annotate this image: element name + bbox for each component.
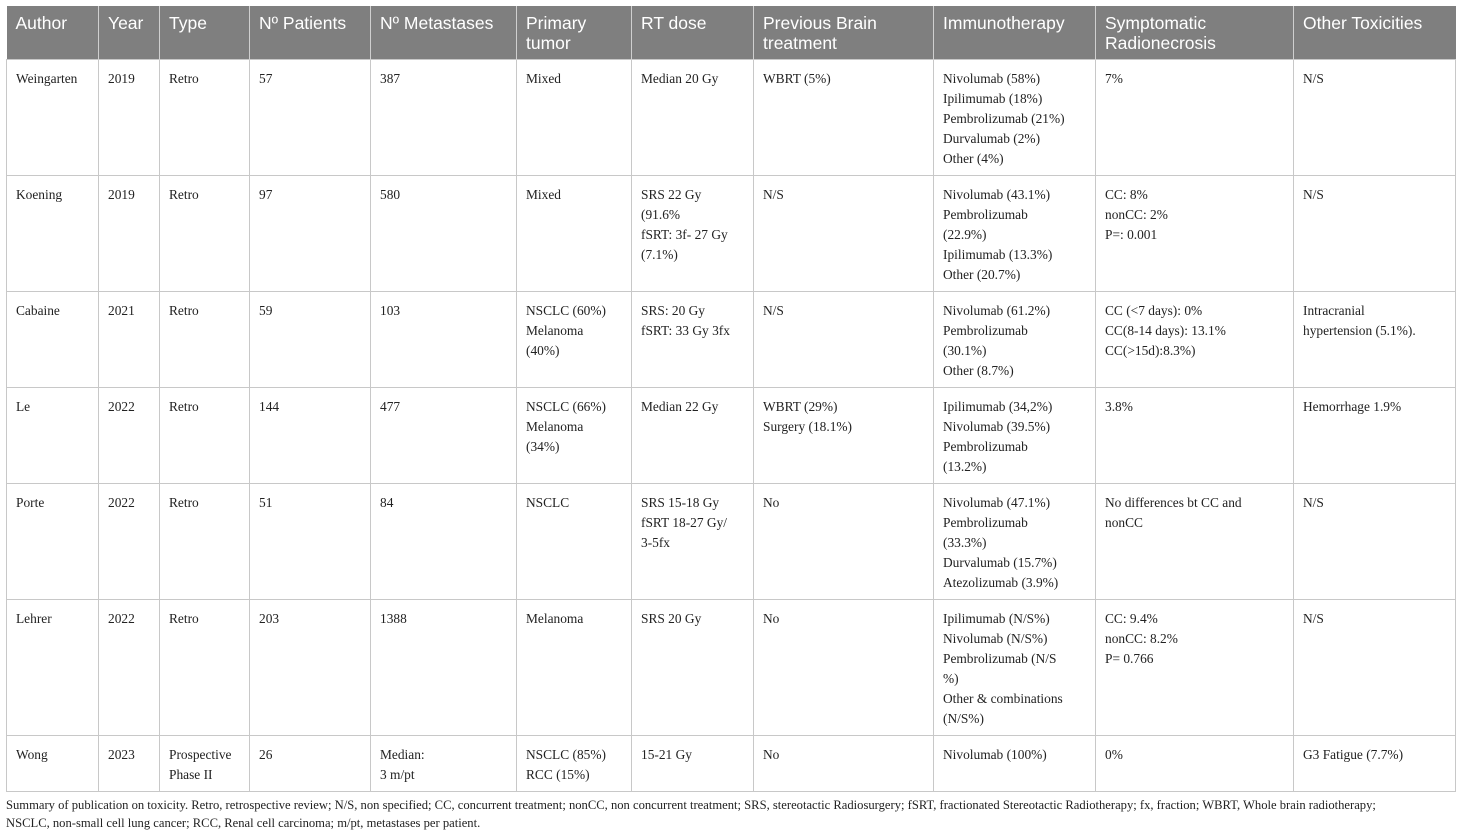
cell-metastases bbox=[371, 176, 517, 292]
cell-symptomatic-radionecrosis bbox=[1096, 736, 1294, 792]
cell-line: 2019 bbox=[108, 71, 135, 86]
cell-line: P= 0.766 bbox=[1105, 651, 1154, 666]
cell-previous-brain-treatment bbox=[754, 176, 934, 292]
cell-line: Phase II bbox=[169, 767, 213, 782]
cell-line: Median 22 Gy bbox=[641, 399, 719, 414]
cell-line: Retro bbox=[169, 399, 199, 414]
toxicity-table-container bbox=[6, 6, 1455, 832]
cell-patients bbox=[250, 176, 371, 292]
cell-line: SRS: 20 Gy bbox=[641, 303, 705, 318]
cell-line: fSRT 18-27 Gy/ bbox=[641, 515, 727, 530]
table-row bbox=[7, 60, 1456, 176]
cell-line: Nivolumab (47.1%) bbox=[943, 495, 1051, 510]
cell-previous-brain-treatment bbox=[754, 388, 934, 484]
table-row bbox=[7, 176, 1456, 292]
cell-patients bbox=[250, 388, 371, 484]
cell-line: WBRT (29%) bbox=[763, 399, 838, 414]
cell-immunotherapy bbox=[934, 484, 1096, 600]
cell-other-toxicities bbox=[1294, 484, 1456, 600]
cell-primary-tumor bbox=[517, 292, 632, 388]
cell-line: Retro bbox=[169, 495, 199, 510]
cell-immunotherapy bbox=[934, 60, 1096, 176]
cell-previous-brain-treatment bbox=[754, 736, 934, 792]
cell-year bbox=[99, 60, 160, 176]
cell-line: (7.1%) bbox=[641, 247, 678, 262]
cell-line: SRS 15-18 Gy bbox=[641, 495, 720, 510]
cell-line: 3.8% bbox=[1105, 399, 1133, 414]
cell-previous-brain-treatment bbox=[754, 60, 934, 176]
cell-line: N/S bbox=[763, 303, 784, 318]
cell-line: WBRT (5%) bbox=[763, 71, 831, 86]
cell-type bbox=[160, 736, 250, 792]
cell-rt-dose bbox=[632, 292, 754, 388]
cell-line: Pembrolizumab bbox=[943, 207, 1028, 222]
cell-symptomatic-radionecrosis bbox=[1096, 388, 1294, 484]
cell-line: fSRT: 33 Gy 3fx bbox=[641, 323, 730, 338]
cell-line: Mixed bbox=[526, 71, 561, 86]
cell-line: CC(8-14 days): 13.1% bbox=[1105, 323, 1226, 338]
cell-previous-brain-treatment bbox=[754, 600, 934, 736]
cell-type bbox=[160, 292, 250, 388]
cell-immunotherapy bbox=[934, 292, 1096, 388]
cell-line: 51 bbox=[259, 495, 273, 510]
cell-year bbox=[99, 600, 160, 736]
table-row bbox=[7, 736, 1456, 792]
cell-primary-tumor bbox=[517, 176, 632, 292]
table-row bbox=[7, 600, 1456, 736]
cell-other-toxicities bbox=[1294, 60, 1456, 176]
cell-other-toxicities bbox=[1294, 736, 1456, 792]
cell-previous-brain-treatment bbox=[754, 292, 934, 388]
cell-line: Intracranial bbox=[1303, 303, 1365, 318]
cell-rt-dose bbox=[632, 388, 754, 484]
cell-patients bbox=[250, 484, 371, 600]
cell-line: 3-5fx bbox=[641, 535, 671, 550]
cell-line: 2022 bbox=[108, 611, 135, 626]
cell-rt-dose bbox=[632, 60, 754, 176]
cell-line: Nivolumab (58%) bbox=[943, 71, 1041, 86]
cell-primary-tumor bbox=[517, 736, 632, 792]
table-body bbox=[7, 60, 1456, 792]
cell-line: nonCC: 8.2% bbox=[1105, 631, 1178, 646]
cell-line: Nivolumab (100%) bbox=[943, 747, 1047, 762]
cell-line: Ipilimumab (13.3%) bbox=[943, 247, 1053, 262]
cell-symptomatic-radionecrosis bbox=[1096, 176, 1294, 292]
header-rt-dose: RT dose bbox=[632, 6, 754, 60]
cell-line: N/S bbox=[763, 187, 784, 202]
cell-line: No differences bt CC and bbox=[1105, 495, 1242, 510]
cell-line: N/S bbox=[1303, 495, 1324, 510]
cell-line: 1388 bbox=[380, 611, 407, 626]
cell-primary-tumor bbox=[517, 484, 632, 600]
cell-line: Nivolumab (43.1%) bbox=[943, 187, 1051, 202]
cell-line: 7% bbox=[1105, 71, 1123, 86]
cell-metastases bbox=[371, 484, 517, 600]
cell-line: (34%) bbox=[526, 439, 560, 454]
cell-line: Retro bbox=[169, 303, 199, 318]
cell-line: NSCLC bbox=[526, 495, 570, 510]
cell-line: 203 bbox=[259, 611, 280, 626]
cell-year bbox=[99, 292, 160, 388]
cell-line: Cabaine bbox=[16, 303, 60, 318]
cell-line: (30.1%) bbox=[943, 343, 987, 358]
cell-line: Pembrolizumab (21%) bbox=[943, 111, 1065, 126]
cell-year bbox=[99, 736, 160, 792]
cell-type bbox=[160, 600, 250, 736]
cell-line: Ipilimumab (18%) bbox=[943, 91, 1043, 106]
cell-primary-tumor bbox=[517, 600, 632, 736]
cell-line: 15-21 Gy bbox=[641, 747, 692, 762]
cell-line: CC(>15d):8.3%) bbox=[1105, 343, 1196, 358]
header-symptomatic-radionecrosis: Symptomatic Radionecrosis bbox=[1096, 6, 1294, 60]
table-header-row bbox=[7, 6, 1456, 60]
cell-line: G3 Fatigue (7.7%) bbox=[1303, 747, 1404, 762]
cell-line: nonCC: 2% bbox=[1105, 207, 1168, 222]
cell-line: Other (4%) bbox=[943, 151, 1004, 166]
cell-line: 0% bbox=[1105, 747, 1123, 762]
cell-line: Hemorrhage 1.9% bbox=[1303, 399, 1402, 414]
cell-symptomatic-radionecrosis bbox=[1096, 60, 1294, 176]
cell-line: No bbox=[763, 747, 780, 762]
cell-year bbox=[99, 388, 160, 484]
cell-year bbox=[99, 484, 160, 600]
cell-line: N/S bbox=[1303, 187, 1324, 202]
cell-line: 477 bbox=[380, 399, 401, 414]
cell-line: Melanoma bbox=[526, 611, 584, 626]
cell-immunotherapy bbox=[934, 388, 1096, 484]
cell-line: Other & combinations bbox=[943, 691, 1063, 706]
cell-previous-brain-treatment bbox=[754, 484, 934, 600]
cell-line: Pembrolizumab (N/S bbox=[943, 651, 1057, 666]
header-author: Author bbox=[7, 6, 99, 60]
header-year: Year bbox=[99, 6, 160, 60]
cell-line: 2023 bbox=[108, 747, 135, 762]
cell-line: (91.6% bbox=[641, 207, 681, 222]
cell-line: Prospective bbox=[169, 747, 232, 762]
cell-line: SRS 20 Gy bbox=[641, 611, 702, 626]
cell-line: Pembrolizumab bbox=[943, 515, 1028, 530]
table-row bbox=[7, 484, 1456, 600]
cell-line: Retro bbox=[169, 611, 199, 626]
cell-line: fSRT: 3f- 27 Gy bbox=[641, 227, 728, 242]
toxicity-table bbox=[6, 6, 1456, 792]
caption-line-1: Summary of publication on toxicity. Retro, retrospective review; N/S, non specified; CC, concurrent treatment; nonCC, non concurrent treatment; SRS, stereotactic Radiosurgery; fSRT, fractionated Stereotactic Radiotherapy; fx, fraction; WBRT, Whole brain radiotherapy; bbox=[6, 798, 1376, 812]
cell-line: No bbox=[763, 495, 780, 510]
cell-metastases bbox=[371, 60, 517, 176]
cell-line: 57 bbox=[259, 71, 273, 86]
cell-line: P=: 0.001 bbox=[1105, 227, 1158, 242]
cell-line: 144 bbox=[259, 399, 280, 414]
cell-line: (13.2%) bbox=[943, 459, 987, 474]
cell-line: Durvalumab (15.7%) bbox=[943, 555, 1057, 570]
cell-line: (33.3%) bbox=[943, 535, 987, 550]
cell-line: NSCLC (66%) bbox=[526, 399, 606, 414]
cell-line: RCC (15%) bbox=[526, 767, 590, 782]
cell-line: CC: 9.4% bbox=[1105, 611, 1158, 626]
cell-line: 2021 bbox=[108, 303, 135, 318]
cell-type bbox=[160, 388, 250, 484]
cell-line: CC: 8% bbox=[1105, 187, 1148, 202]
cell-year bbox=[99, 176, 160, 292]
cell-line: 26 bbox=[259, 747, 273, 762]
cell-rt-dose bbox=[632, 600, 754, 736]
cell-line: NSCLC (85%) bbox=[526, 747, 606, 762]
header-primary-tumor: Primary tumor bbox=[517, 6, 632, 60]
header-other-toxicities: Other Toxicities bbox=[1294, 6, 1456, 60]
cell-line: Retro bbox=[169, 71, 199, 86]
cell-line: No bbox=[763, 611, 780, 626]
cell-line: 2019 bbox=[108, 187, 135, 202]
header-type: Type bbox=[160, 6, 250, 60]
cell-line: (22.9%) bbox=[943, 227, 987, 242]
cell-line: Durvalumab (2%) bbox=[943, 131, 1041, 146]
cell-line: Ipilimumab (N/S%) bbox=[943, 611, 1050, 626]
cell-line: %) bbox=[943, 671, 959, 686]
cell-line: Le bbox=[16, 399, 31, 414]
cell-patients bbox=[250, 736, 371, 792]
cell-patients bbox=[250, 292, 371, 388]
cell-line: 59 bbox=[259, 303, 273, 318]
cell-line: N/S bbox=[1303, 71, 1324, 86]
cell-author bbox=[7, 60, 99, 176]
cell-primary-tumor bbox=[517, 388, 632, 484]
cell-author bbox=[7, 600, 99, 736]
cell-line: Median: bbox=[380, 747, 425, 762]
cell-line: Median 20 Gy bbox=[641, 71, 719, 86]
cell-patients bbox=[250, 60, 371, 176]
cell-other-toxicities bbox=[1294, 292, 1456, 388]
cell-metastases bbox=[371, 292, 517, 388]
cell-line: Nivolumab (39.5%) bbox=[943, 419, 1051, 434]
cell-symptomatic-radionecrosis bbox=[1096, 484, 1294, 600]
cell-other-toxicities bbox=[1294, 176, 1456, 292]
cell-rt-dose bbox=[632, 736, 754, 792]
table-row bbox=[7, 388, 1456, 484]
cell-line: Mixed bbox=[526, 187, 561, 202]
cell-type bbox=[160, 60, 250, 176]
cell-author bbox=[7, 736, 99, 792]
cell-line: (N/S%) bbox=[943, 711, 984, 726]
cell-type bbox=[160, 176, 250, 292]
cell-line: 3 m/pt bbox=[380, 767, 415, 782]
cell-line: Melanoma bbox=[526, 323, 584, 338]
header-metastases: Nº Metastases bbox=[371, 6, 517, 60]
cell-line: Lehrer bbox=[16, 611, 52, 626]
cell-metastases bbox=[371, 736, 517, 792]
cell-line: Weingarten bbox=[16, 71, 78, 86]
cell-author bbox=[7, 388, 99, 484]
cell-line: 2022 bbox=[108, 399, 135, 414]
cell-line: Ipilimumab (34,2%) bbox=[943, 399, 1053, 414]
cell-author bbox=[7, 484, 99, 600]
cell-symptomatic-radionecrosis bbox=[1096, 292, 1294, 388]
cell-other-toxicities bbox=[1294, 600, 1456, 736]
cell-line: 103 bbox=[380, 303, 401, 318]
cell-line: hypertension (5.1%). bbox=[1303, 323, 1416, 338]
cell-line: Other (8.7%) bbox=[943, 363, 1014, 378]
cell-line: Retro bbox=[169, 187, 199, 202]
cell-symptomatic-radionecrosis bbox=[1096, 600, 1294, 736]
table-row bbox=[7, 292, 1456, 388]
caption-line-2: NSCLC, non-small cell lung cancer; RCC, Renal cell carcinoma; m/pt, metastases per patient. bbox=[6, 816, 481, 830]
cell-line: 580 bbox=[380, 187, 401, 202]
cell-line: SRS 22 Gy bbox=[641, 187, 702, 202]
cell-line: Other (20.7%) bbox=[943, 267, 1021, 282]
cell-line: Koening bbox=[16, 187, 63, 202]
cell-other-toxicities bbox=[1294, 388, 1456, 484]
cell-line: Pembrolizumab bbox=[943, 323, 1028, 338]
cell-patients bbox=[250, 600, 371, 736]
cell-line: nonCC bbox=[1105, 515, 1143, 530]
cell-rt-dose bbox=[632, 484, 754, 600]
cell-line: Surgery (18.1%) bbox=[763, 419, 853, 434]
cell-immunotherapy bbox=[934, 600, 1096, 736]
cell-line: Porte bbox=[16, 495, 45, 510]
cell-line: 387 bbox=[380, 71, 401, 86]
cell-line: 84 bbox=[380, 495, 394, 510]
cell-author bbox=[7, 176, 99, 292]
cell-primary-tumor bbox=[517, 60, 632, 176]
cell-line: NSCLC (60%) bbox=[526, 303, 606, 318]
header-immunotherapy: Immunotherapy bbox=[934, 6, 1096, 60]
cell-line: Wong bbox=[16, 747, 48, 762]
cell-rt-dose bbox=[632, 176, 754, 292]
cell-line: Atezolizumab (3.9%) bbox=[943, 575, 1059, 590]
cell-line: (40%) bbox=[526, 343, 560, 358]
table-caption bbox=[6, 796, 1455, 832]
cell-author bbox=[7, 292, 99, 388]
cell-line: 97 bbox=[259, 187, 273, 202]
cell-type bbox=[160, 484, 250, 600]
cell-immunotherapy bbox=[934, 176, 1096, 292]
cell-line: Pembrolizumab bbox=[943, 439, 1028, 454]
cell-line: Melanoma bbox=[526, 419, 584, 434]
header-patients: Nº Patients bbox=[250, 6, 371, 60]
cell-line: 2022 bbox=[108, 495, 135, 510]
cell-immunotherapy bbox=[934, 736, 1096, 792]
cell-line: Nivolumab (61.2%) bbox=[943, 303, 1051, 318]
cell-line: CC (<7 days): 0% bbox=[1105, 303, 1203, 318]
cell-metastases bbox=[371, 600, 517, 736]
header-previous-brain-treatment: Previous Brain treatment bbox=[754, 6, 934, 60]
cell-line: Nivolumab (N/S%) bbox=[943, 631, 1048, 646]
cell-line: N/S bbox=[1303, 611, 1324, 626]
cell-metastases bbox=[371, 388, 517, 484]
